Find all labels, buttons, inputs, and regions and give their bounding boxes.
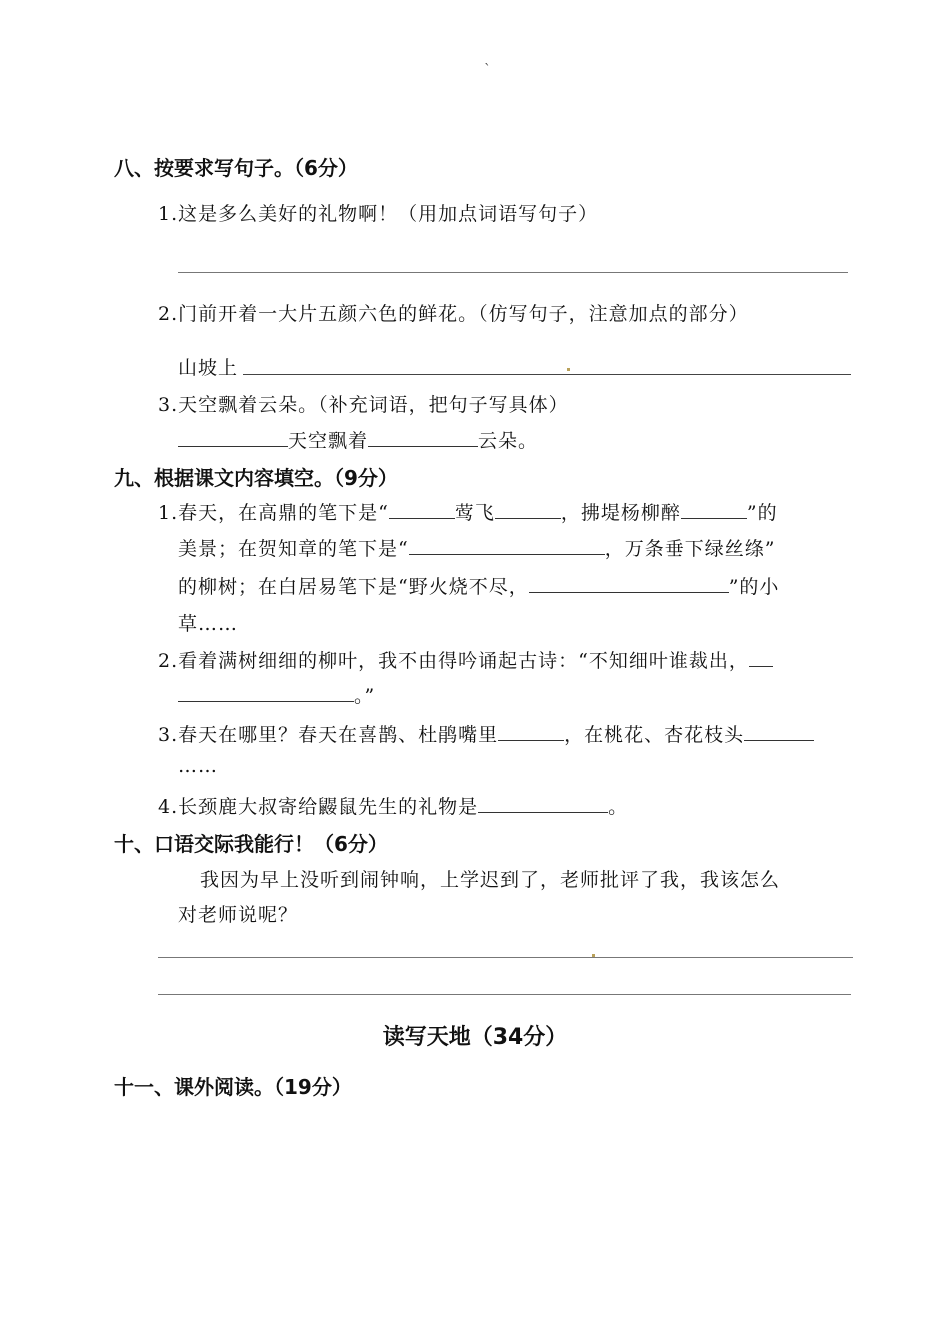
sec10-prompt-line1: 我因为早上没听到闹钟响，上学迟到了，老师批评了我，我该怎么 <box>200 869 781 891</box>
sec8-q1-answer-line[interactable] <box>178 272 848 273</box>
speck-mark <box>592 954 595 957</box>
speck-mark <box>567 368 570 371</box>
sec10-prompt-line2: 对老师说呢？ <box>178 904 299 926</box>
sec9-q1-line2 <box>178 534 775 561</box>
sec8-question-2: 2.门前开着一大片五颜六色的鲜花。（仿写句子，注意加点的部分） <box>158 303 749 325</box>
sec8-q3-blank-1[interactable] <box>178 426 288 447</box>
sec9-q2-text-b: 。” <box>354 685 376 707</box>
section-9-title: 九、根据课文内容填空。（9分） <box>114 466 398 490</box>
sec8-question-3: 3.天空飘着云朵。（补充词语，把句子写具体） <box>158 394 569 416</box>
sec9-q2-blank-1b[interactable] <box>178 681 354 702</box>
sec9-q2-line1 <box>158 646 773 673</box>
header-mark: ` <box>484 62 491 78</box>
sec8-q2-prefix: 山坡上 <box>178 357 239 379</box>
sec9-q4-text-a: 4.长颈鹿大叔寄给鼹鼠先生的礼物是 <box>158 796 479 818</box>
sec9-q2-blank-1a[interactable] <box>749 646 773 667</box>
sec9-q1-line1 <box>158 498 778 525</box>
sec9-q3-line2: …… <box>178 755 218 777</box>
sec9-q1-text-h: ”的小 <box>728 576 780 598</box>
sec9-q4-line <box>158 792 628 819</box>
sec8-q3-end: 云朵。 <box>478 430 539 452</box>
sec9-q2-text-a: 2.看着满树细细的柳叶，我不由得吟诵起古诗：“不知细叶谁裁出， <box>158 650 749 672</box>
sec8-q2-answer-line[interactable] <box>243 374 851 375</box>
sec9-q3-line1 <box>158 720 814 747</box>
sec9-q1-blank-3[interactable] <box>681 498 747 519</box>
sec9-q1-text-c: ，拂堤杨柳醉 <box>560 502 681 524</box>
sec9-q1-text-e: 美景；在贺知章的笔下是“ <box>178 538 409 560</box>
sec10-answer-line-1[interactable] <box>158 957 853 958</box>
sec8-q3-blank-2[interactable] <box>368 426 478 447</box>
sec8-q3-fill-row <box>178 426 538 453</box>
part-title: 读写天地（34分） <box>382 1025 568 1050</box>
sec9-q1-text-f: ，万条垂下绿丝绦” <box>604 538 776 560</box>
sec9-q1-blank-5[interactable] <box>529 572 729 593</box>
section-8-title: 八、按要求写句子。（6分） <box>114 156 358 180</box>
sec9-q1-text-g: 的柳树；在白居易笔下是“野火烧不尽， <box>178 576 529 598</box>
sec9-q1-text-a: 1.春天，在高鼎的笔下是“ <box>158 502 389 524</box>
sec9-q3-blank-2[interactable] <box>744 720 814 741</box>
sec9-q1-blank-4[interactable] <box>409 534 605 555</box>
sec9-q1-line3 <box>178 572 779 599</box>
sec9-q1-blank-2[interactable] <box>495 498 561 519</box>
sec9-q2-line2 <box>178 681 375 708</box>
sec9-q3-text-b: ，在桃花、杏花枝头 <box>564 724 745 746</box>
sec9-q1-blank-1[interactable] <box>389 498 455 519</box>
section-10-title: 十、口语交际我能行！（6分） <box>114 832 388 856</box>
sec9-q1-text-b: 莺飞 <box>454 502 495 524</box>
sec9-q1-line4: 草…… <box>178 613 239 635</box>
sec9-q3-blank-1[interactable] <box>498 720 564 741</box>
sec9-q4-blank[interactable] <box>478 792 608 813</box>
sec8-q3-mid: 天空飘着 <box>288 430 369 452</box>
sec9-q1-text-d: ”的 <box>746 502 778 524</box>
section-11-title: 十一、课外阅读。（19分） <box>114 1075 352 1099</box>
sec9-q4-text-b: 。 <box>608 796 629 818</box>
sec10-answer-line-2[interactable] <box>158 994 851 995</box>
sec8-question-1: 1.这是多么美好的礼物啊！（用加点词语写句子） <box>158 203 599 225</box>
sec9-q3-text-a: 3.春天在哪里？春天在喜鹊、杜鹃嘴里 <box>158 724 499 746</box>
